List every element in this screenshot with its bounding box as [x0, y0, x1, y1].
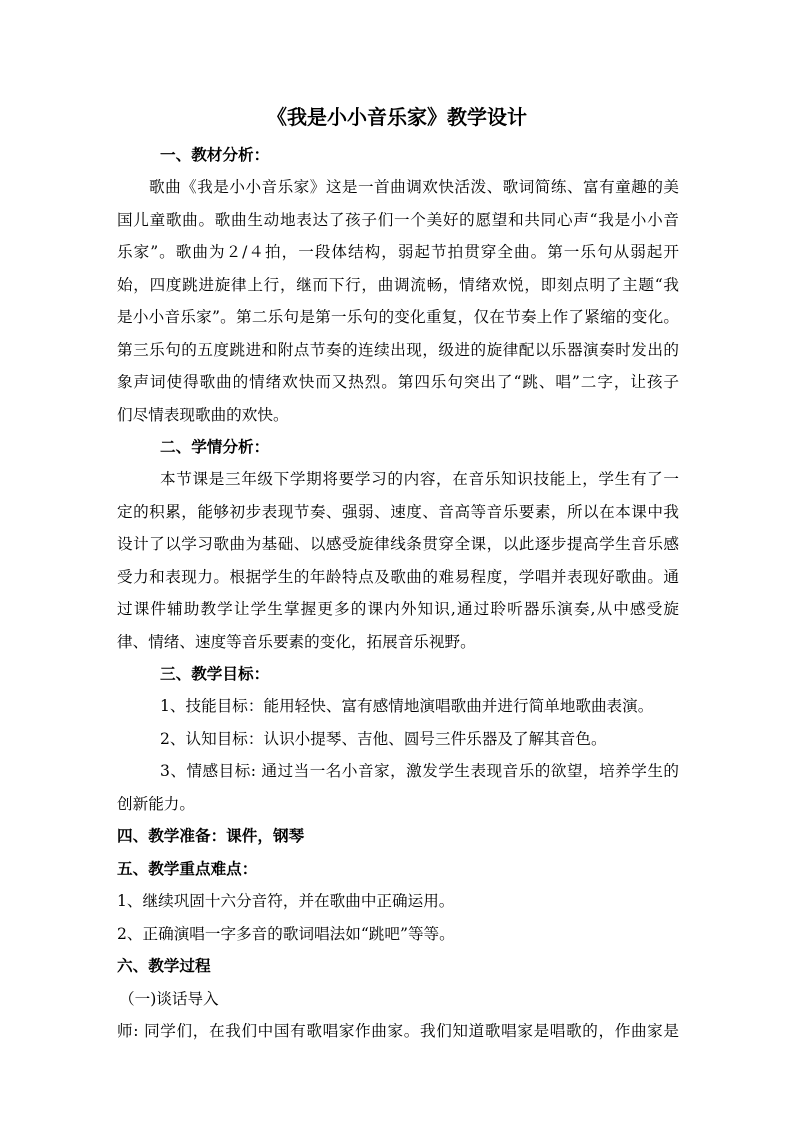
objective-item: 2、认知目标：认识小提琴、吉他、圆号三件乐器及了解其音色。	[160, 730, 607, 748]
key-point-item: 2、正确演唱一字多音的歌词唱法如“跳吧”等等。	[117, 925, 455, 943]
paragraph-line: 第三乐句的五度跳进和附点节奏的连续出现，级进的旋律配以乐器演奏时发出的	[117, 341, 679, 359]
section-heading-key-points: 五、教学重点难点：	[117, 859, 258, 878]
paragraph-line: 受力和表现力。根据学生的年龄特点及歌曲的难易程度，学唱并表现好歌曲。通	[117, 568, 679, 586]
paragraph-line: 本节课是三年级下学期将要学习的内容，在音乐知识技能上，学生有了一	[160, 470, 679, 488]
paragraph-line: 象声词使得歌曲的情绪欢快而又热烈。第四乐句突出了“跳、唱”二字，让孩子	[117, 373, 679, 391]
paragraph-line: 定的积累，能够初步表现节奏、强弱、速度、音高等音乐要素，所以在本课中我	[117, 503, 679, 521]
paragraph-line: 设计了以学习歌曲为基础、以感受旋律线条贯穿全课，以此逐步提高学生音乐感	[117, 535, 679, 553]
paragraph-line: 们尽情表现歌曲的欢快。	[117, 406, 289, 424]
paragraph-line: 律、情绪、速度等音乐要素的变化，拓展音乐视野。	[117, 633, 476, 651]
objective-item: 1、技能目标：能用轻快、富有感情地演唱歌曲并进行简单地歌曲表演。	[160, 697, 654, 715]
paragraph-line: 是小小音乐家”。第二乐句是第一乐句的变化重复，仅在节奏上作了紧缩的变化。	[117, 308, 679, 326]
section-heading-analysis: 一、教材分析：	[160, 145, 270, 164]
paragraph-line: 歌曲《我是小小音乐家》这是一首曲调欢快活泼、歌词简练、富有童趣的美	[149, 178, 679, 196]
document-title: 《我是小小音乐家》教学设计	[267, 105, 527, 129]
objective-item: 3、情感目标: 通过当一名小音家，激发学生表现音乐的欲望，培养学生的	[160, 762, 679, 780]
section-heading-students: 二、学情分析：	[160, 437, 270, 456]
key-point-item: 1、继续巩固十六分音符，并在歌曲中正确运用。	[117, 892, 455, 910]
paragraph-line: 师: 同学们，在我们中国有歌唱家作曲家。我们知道歌唱家是唱歌的，作曲家是	[117, 1022, 679, 1040]
objective-item: 创新能力。	[117, 795, 195, 813]
section-heading-process: 六、教学过程	[117, 956, 211, 975]
paragraph-line: 国儿童歌曲。歌曲生动地表达了孩子们一个美好的愿望和共同心声“我是小小音	[117, 211, 679, 229]
sub-heading-intro: （一)谈话导入	[119, 990, 219, 1008]
section-heading-preparation: 四、教学准备：课件，钢琴	[117, 826, 305, 845]
section-heading-objectives: 三、教学目标：	[160, 664, 270, 683]
paragraph-line: 乐家”。歌曲为２/４拍，一段体结构，弱起节拍贯穿全曲。第一乐句从弱起开	[117, 243, 679, 261]
paragraph-line: 始，四度跳进旋律上行，继而下行，曲调流畅，情绪欢悦，即刻点明了主题“我	[117, 276, 679, 294]
paragraph-line: 过课件辅助教学让学生掌握更多的课内外知识,通过聆听器乐演奏,从中感受旋	[117, 600, 679, 618]
